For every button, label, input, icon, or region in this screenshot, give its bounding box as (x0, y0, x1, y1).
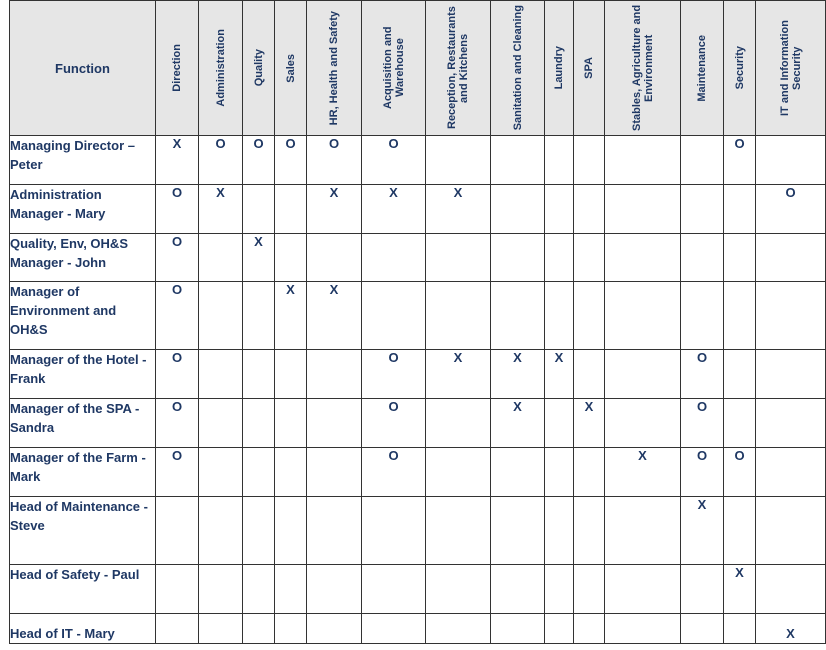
matrix-cell (545, 448, 574, 497)
column-header-label: Sales (284, 53, 297, 83)
matrix-cell (275, 565, 307, 614)
matrix-cell: O (156, 399, 199, 448)
column-header-label: IT and Information Security (778, 20, 803, 116)
matrix-cell (307, 448, 362, 497)
matrix-cell (605, 565, 681, 614)
matrix-cell (275, 448, 307, 497)
matrix-cell (243, 185, 275, 234)
matrix-cell (545, 497, 574, 565)
matrix-cell (199, 399, 243, 448)
column-header-label: Direction (171, 44, 183, 92)
table-row (10, 185, 826, 234)
matrix-cell: X (243, 234, 275, 282)
matrix-cell (362, 234, 426, 282)
matrix-cell (491, 614, 545, 644)
matrix-cell: O (156, 282, 199, 350)
matrix-cell: O (156, 448, 199, 497)
matrix-cell: O (681, 350, 724, 399)
column-header (199, 1, 243, 136)
matrix-cell (756, 448, 826, 497)
matrix-cell: X (545, 350, 574, 399)
matrix-cell (605, 399, 681, 448)
function-cell: Head of IT - Mary (10, 614, 156, 644)
matrix-cell: X (275, 282, 307, 350)
matrix-cell (362, 565, 426, 614)
matrix-cell: O (362, 399, 426, 448)
matrix-cell: X (307, 282, 362, 350)
matrix-cell (545, 282, 574, 350)
matrix-cell: O (307, 136, 362, 185)
matrix-cell (362, 614, 426, 644)
matrix-cell: O (275, 136, 307, 185)
table-row (10, 399, 826, 448)
column-header-label: SPA (583, 57, 595, 79)
matrix-cell: X (681, 497, 724, 565)
matrix-cell (199, 234, 243, 282)
column-header (275, 1, 307, 136)
matrix-cell (426, 136, 491, 185)
matrix-cell: O (756, 185, 826, 234)
column-header-label: Stables, Agriculture and Environment (630, 4, 655, 132)
function-cell: Manager of the Hotel - Frank (10, 350, 156, 399)
matrix-cell (275, 399, 307, 448)
table-row (10, 497, 826, 565)
matrix-cell (574, 614, 605, 644)
matrix-cell (724, 497, 756, 565)
matrix-cell: O (724, 136, 756, 185)
function-cell: Quality, Env, OH&S Manager - John (10, 234, 156, 282)
matrix-cell (156, 614, 199, 644)
table-row (10, 136, 826, 185)
matrix-cell (426, 234, 491, 282)
matrix-cell (426, 399, 491, 448)
column-header-label: Acquisition and Warehouse (381, 26, 406, 110)
matrix-cell (156, 565, 199, 614)
matrix-cell (724, 282, 756, 350)
matrix-cell (724, 185, 756, 234)
matrix-cell (574, 565, 605, 614)
matrix-cell (307, 565, 362, 614)
matrix-cell (426, 282, 491, 350)
matrix-cell (199, 614, 243, 644)
matrix-cell (605, 282, 681, 350)
table-row (10, 565, 826, 614)
matrix-cell (275, 185, 307, 234)
function-cell: Manager of Environment and OH&S (10, 282, 156, 350)
matrix-cell (681, 185, 724, 234)
matrix-cell (307, 614, 362, 644)
matrix-cell: O (681, 448, 724, 497)
column-header-label: Quality (252, 49, 265, 87)
matrix-cell (243, 399, 275, 448)
matrix-cell (756, 234, 826, 282)
column-header-label: Reception, Restaurants and Kitchens (446, 6, 470, 130)
matrix-cell (724, 399, 756, 448)
matrix-cell (724, 234, 756, 282)
matrix-cell (199, 497, 243, 565)
matrix-cell (545, 614, 574, 644)
matrix-cell (243, 282, 275, 350)
matrix-cell (491, 448, 545, 497)
column-header (545, 1, 574, 136)
matrix-cell (491, 565, 545, 614)
matrix-cell (574, 136, 605, 185)
column-header-label: Laundry (553, 46, 565, 90)
matrix-cell (491, 497, 545, 565)
matrix-cell (199, 350, 243, 399)
matrix-cell (574, 448, 605, 497)
column-header (307, 1, 362, 136)
matrix-cell (724, 614, 756, 644)
matrix-cell (605, 350, 681, 399)
table-row (10, 614, 826, 644)
column-header-label: Maintenance (696, 34, 708, 102)
matrix-cell (574, 350, 605, 399)
matrix-cell: O (724, 448, 756, 497)
matrix-cell (275, 614, 307, 644)
matrix-cell (681, 136, 724, 185)
matrix-cell: O (156, 185, 199, 234)
matrix-cell (307, 399, 362, 448)
matrix-cell (199, 565, 243, 614)
matrix-cell (756, 282, 826, 350)
matrix-cell (199, 282, 243, 350)
matrix-cell: X (491, 399, 545, 448)
matrix-cell: O (156, 234, 199, 282)
matrix-cell (724, 350, 756, 399)
matrix-cell (681, 614, 724, 644)
matrix-cell: X (756, 614, 826, 644)
matrix-cell (491, 136, 545, 185)
matrix-cell: O (243, 136, 275, 185)
matrix-cell (491, 282, 545, 350)
matrix-cell (307, 350, 362, 399)
matrix-cell (491, 185, 545, 234)
column-header (362, 1, 426, 136)
column-header (243, 1, 275, 136)
matrix-cell (605, 234, 681, 282)
matrix-cell (605, 497, 681, 565)
matrix-cell (681, 282, 724, 350)
matrix-cell (574, 185, 605, 234)
column-header (156, 1, 199, 136)
matrix-cell (199, 448, 243, 497)
matrix-cell (756, 565, 826, 614)
function-cell: Head of Maintenance - Steve (10, 497, 156, 565)
table-row (10, 448, 826, 497)
matrix-cell: X (426, 350, 491, 399)
matrix-cell: X (574, 399, 605, 448)
matrix-cell (275, 497, 307, 565)
function-cell: Manager of the Farm - Mark (10, 448, 156, 497)
column-header-label: Sanitation and Cleaning (511, 5, 524, 131)
matrix-cell: O (199, 136, 243, 185)
matrix-cell (545, 234, 574, 282)
matrix-cell (426, 565, 491, 614)
matrix-cell (605, 185, 681, 234)
matrix-cell (362, 497, 426, 565)
matrix-cell (574, 282, 605, 350)
matrix-cell (756, 136, 826, 185)
matrix-cell (243, 614, 275, 644)
matrix-cell (156, 497, 199, 565)
matrix-cell (545, 185, 574, 234)
column-header-label: HR, Health and Safety (328, 10, 340, 126)
header-row (10, 1, 826, 136)
matrix-cell (681, 565, 724, 614)
matrix-cell (362, 282, 426, 350)
column-header (605, 1, 681, 136)
column-header (426, 1, 491, 136)
matrix-cell: X (491, 350, 545, 399)
function-cell: Managing Director – Peter (10, 136, 156, 185)
column-header (756, 1, 826, 136)
matrix-cell (545, 399, 574, 448)
matrix-cell: X (199, 185, 243, 234)
matrix-cell: X (156, 136, 199, 185)
matrix-cell (243, 350, 275, 399)
matrix-cell (605, 614, 681, 644)
table-row (10, 282, 826, 350)
column-header-label: Security (733, 46, 746, 90)
function-column-header: Function (10, 1, 156, 136)
matrix-cell: O (681, 399, 724, 448)
matrix-cell (681, 234, 724, 282)
matrix-cell: O (156, 350, 199, 399)
table-row (10, 350, 826, 399)
matrix-cell: X (307, 185, 362, 234)
matrix-cell: X (724, 565, 756, 614)
matrix-cell (275, 234, 307, 282)
table-row (10, 234, 826, 282)
matrix-cell (243, 565, 275, 614)
matrix-cell (243, 497, 275, 565)
column-header (724, 1, 756, 136)
matrix-cell (426, 614, 491, 644)
matrix-cell (574, 497, 605, 565)
function-cell: Head of Safety - Paul (10, 565, 156, 614)
matrix-cell (756, 350, 826, 399)
responsibility-matrix (9, 0, 826, 644)
column-header (681, 1, 724, 136)
matrix-cell: X (426, 185, 491, 234)
matrix-cell: X (362, 185, 426, 234)
matrix-cell (307, 234, 362, 282)
matrix-cell (426, 448, 491, 497)
matrix-cell (491, 234, 545, 282)
column-header (491, 1, 545, 136)
matrix-cell (307, 497, 362, 565)
matrix-cell (545, 136, 574, 185)
matrix-cell (574, 234, 605, 282)
matrix-cell (756, 399, 826, 448)
matrix-cell: O (362, 136, 426, 185)
function-cell: Manager of the SPA - Sandra (10, 399, 156, 448)
column-header (574, 1, 605, 136)
matrix-cell (426, 497, 491, 565)
matrix-cell (756, 497, 826, 565)
matrix-cell (545, 565, 574, 614)
matrix-cell (605, 136, 681, 185)
matrix-cell (275, 350, 307, 399)
matrix-cell: X (605, 448, 681, 497)
matrix-cell: O (362, 448, 426, 497)
function-cell: Administration Manager - Mary (10, 185, 156, 234)
matrix-body (10, 136, 826, 644)
column-header-label: Administration (214, 29, 227, 107)
matrix-cell: O (362, 350, 426, 399)
matrix-cell (243, 448, 275, 497)
